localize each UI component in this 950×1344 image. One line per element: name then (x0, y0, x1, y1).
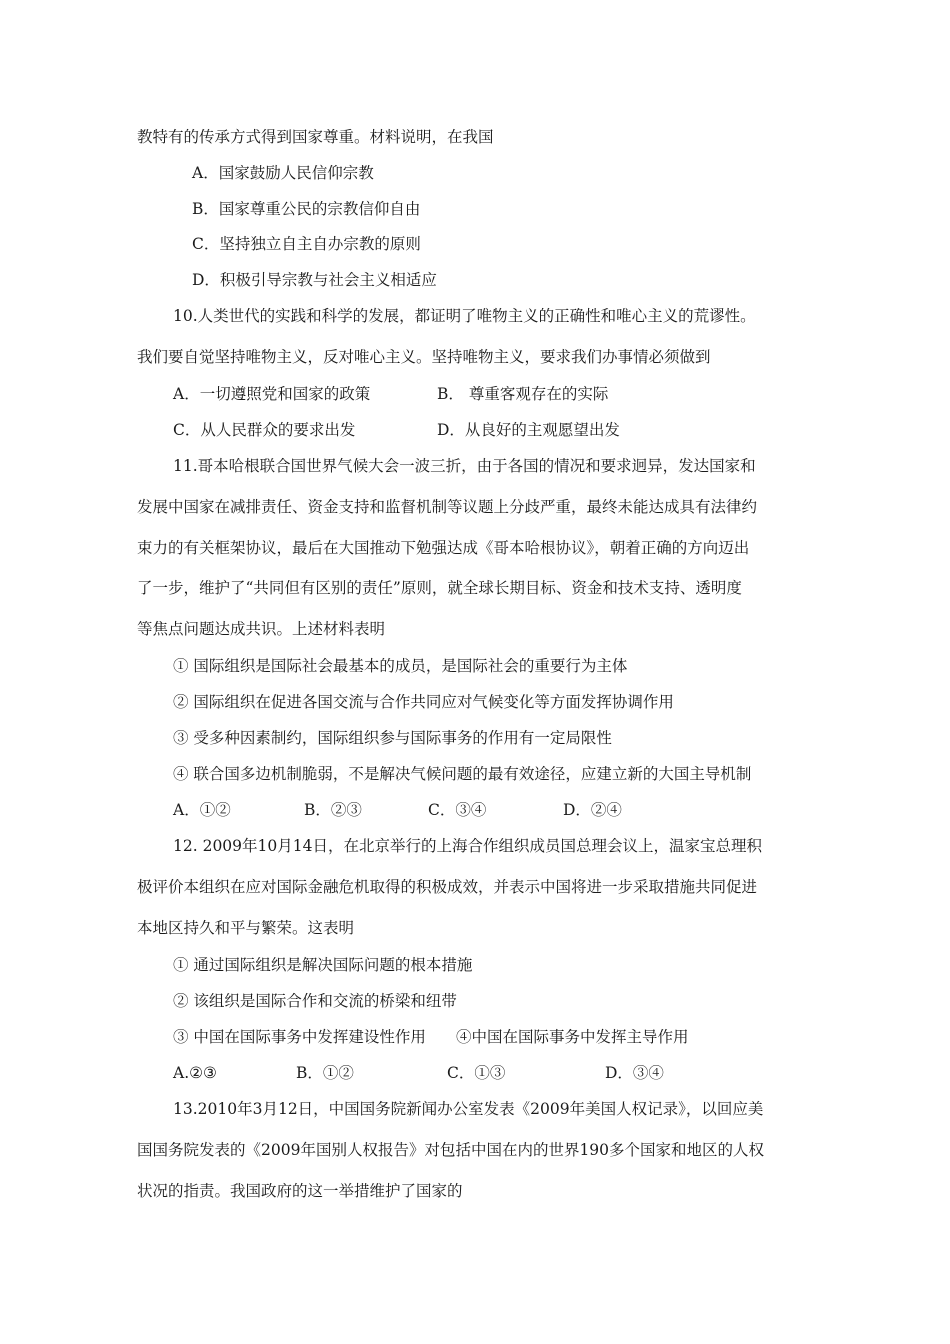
q12-stem-line-3: 本地区持久和平与繁荣。这表明 (137, 919, 355, 937)
q12-statement-1: ① 通过国际组织是解决国际问题的根本措施 (173, 956, 473, 974)
q11-statement-2: ② 国际组织在促进各国交流与合作共同应对气候变化等方面发挥协调作用 (173, 693, 674, 711)
q11-stem-line-1: 11.哥本哈根联合国世界气候大会一波三折，由于各国的情况和要求迥异，发达国家和 (173, 457, 756, 475)
q11-statement-1: ① 国际组织是国际社会最基本的成员，是国际社会的重要行为主体 (173, 657, 628, 675)
q11-stem-line-3: 束力的有关框架协议，最后在大国推动下勉强达成《哥本哈根协议》，朝着正确的方向迈出 (137, 539, 750, 557)
q12-option-c: C．①③ (447, 1064, 506, 1082)
q12-option-b: B．①② (296, 1064, 354, 1082)
q9-option-d: D．积极引导宗教与社会主义相适应 (192, 271, 437, 289)
q11-option-c: C．③④ (428, 801, 487, 819)
q10-option-b: B． 尊重客观存在的实际 (437, 385, 609, 403)
q11-stem-line-5: 等焦点问题达成共识。上述材料表明 (137, 620, 386, 638)
q12-statement-4: ④中国在国际事务中发挥主导作用 (456, 1028, 689, 1046)
q9-option-c: C．坚持独立自主自办宗教的原则 (192, 235, 421, 253)
q13-stem-line-3: 状况的指责。我国政府的这一举措维护了国家的 (137, 1182, 463, 1200)
q11-stem-line-4: 了一步，维护了“共同但有区别的责任”原则，就全球长期目标、资金和技术支持、透明度 (137, 579, 742, 597)
q11-statement-4: ④ 联合国多边机制脆弱，不是解决气候问题的最有效途径，应建立新的大国主导机制 (173, 765, 752, 783)
q10-stem-line-2: 我们要自觉坚持唯物主义，反对唯心主义。坚持唯物主义，要求我们办事情必须做到 (137, 348, 711, 366)
q10-option-c: C．从人民群众的要求出发 (173, 421, 356, 439)
q13-stem-line-1: 13.2010年3月12日，中国国务院新闻办公室发表《2009年美国人权记录》，以回应美 (173, 1100, 764, 1118)
q12-stem-line-1: 12. 2009年10月14日，在北京举行的上海合作组织成员国总理会议上，温家宝总理积 (173, 837, 762, 855)
q12-statement-3: ③ 中国在国际事务中发挥建设性作用 (173, 1028, 426, 1046)
q11-stem-line-2: 发展中国家在减排责任、资金支持和监督机制等议题上分歧严重，最终未能达成具有法律约 (137, 498, 758, 516)
q10-option-a: A．一切遵照党和国家的政策 (173, 385, 371, 403)
q9-stem-tail: 教特有的传承方式得到国家尊重。材料说明，在我国 (137, 128, 494, 146)
q11-option-b: B．②③ (304, 801, 362, 819)
q10-stem-line-1: 10.人类世代的实践和科学的发展，都证明了唯物主义的正确性和唯心主义的荒谬性。 (173, 307, 756, 325)
q11-option-a: A．①② (173, 801, 231, 819)
q12-option-a: A.②③ (173, 1064, 217, 1082)
q12-stem-line-2: 极评价本组织在应对国际金融危机取得的积极成效，并表示中国将进一步采取措施共同促进 (137, 878, 758, 896)
q12-statement-2: ② 该组织是国际合作和交流的桥梁和纽带 (173, 992, 457, 1010)
q11-option-d: D．②④ (563, 801, 622, 819)
q9-option-a: A．国家鼓励人民信仰宗教 (192, 164, 374, 182)
q9-option-b: B．国家尊重公民的宗教信仰自由 (192, 200, 421, 218)
q13-stem-line-2: 国国务院发表的《2009年国别人权报告》对包括中国在内的世界190多个国家和地区的人权 (137, 1141, 765, 1159)
q10-option-d: D．从良好的主观愿望出发 (437, 421, 620, 439)
q11-statement-3: ③ 受多种因素制约，国际组织参与国际事务的作用有一定局限性 (173, 729, 612, 747)
q12-option-d: D．③④ (605, 1064, 664, 1082)
